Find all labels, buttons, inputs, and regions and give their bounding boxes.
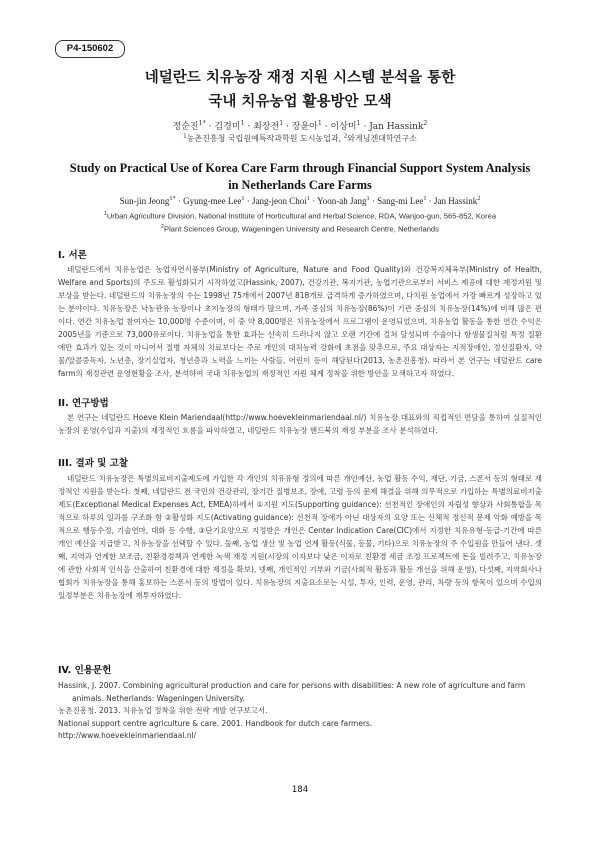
author-en-sup: 1* [169, 195, 176, 202]
section-body-methods: 본 연구는 네덜란드 Hoeve Klein Mariendaal(http://www.hoevekleinmariendaal.nl/) 치유농장 대표와의 직접적인 면담을 통하여 실질적인 농장의 운영(수입과 지출)의 재정적인 흐름을 파악하였고, 네덜란드 치유농장 핸드북의 재정 부분을 조사 분석하였다. [58, 413, 542, 435]
reference-item: http://www.hoevekleinmariendaal.nl/ [58, 731, 197, 740]
affil-en-sup: 2 [161, 223, 165, 230]
author-en: Sun-jin Jeong [119, 196, 170, 206]
author-ko-sup: 1 [317, 120, 322, 127]
author-en: Sang-mi Lee [377, 196, 424, 206]
affil-en-text: Plant Sciences Group, Wageningen University and Research Centre, Netherlands [164, 224, 439, 234]
affil-ko-sup: 2 [343, 133, 348, 140]
korean-authors: 정순진$^{1*}$ · 김경미$^1$ · 최장전$^1$ · 장윤아$^1$ · 이상미$^1$ · Jan Hassink$^2$ [172, 120, 428, 132]
page-number: 184 [291, 785, 309, 795]
korean-affiliations [40, 133, 560, 144]
korean-title [60, 66, 540, 114]
affil-en-sup: 1 [103, 211, 107, 217]
english-authors: Sun-jin Jeong$^{1*}$ · Gyung-mee Lee$^1$ · Jang-jeon Choi$^1$ · Yoon-ah Jang$^1$ · Sang-mi Lee$^1$ · Jan Hassink$^2$ [119, 195, 481, 206]
author-ko: 최장전 [253, 122, 280, 132]
author-ko: Jan Hassink [369, 122, 424, 132]
section-heading-references: IV. 인용문헌 [58, 665, 112, 676]
author-ko-sup: 2 [423, 120, 428, 127]
author-ko: 이상미 [330, 122, 357, 132]
reference-list [58, 680, 542, 743]
author-en-sup: 1 [366, 195, 370, 202]
author-en: Jang-jeon Choi [252, 196, 307, 206]
author-en-sup: 1 [423, 195, 427, 202]
section-heading-introduction: I. 서론 [58, 250, 87, 261]
author-ko-sup: 1 [279, 120, 284, 127]
affil-ko-sup: 1 [183, 133, 187, 140]
author-en-sup: 1 [241, 195, 245, 202]
section-heading-methods: II. 연구방법 [58, 398, 109, 409]
korean-title-line2: 국내 치유농업 활용방안 모색 [208, 93, 392, 110]
author-en-sup: 2 [477, 195, 481, 202]
affil-ko-text: 농촌진흥청 국립원예특작과학원 도시농업과, [186, 134, 342, 143]
author-ko: 정순진 [172, 122, 199, 132]
paper-code-badge: P4-150602 [55, 40, 125, 58]
author-ko: 김경미 [214, 122, 241, 132]
affil-en-text: Urban Agriculture Division, National Institute of Horticultural and Herbal Science, RDA, Wanjoo-gun, 565-852, Korea [106, 211, 497, 221]
section-body-results: 네덜란드 치유농장은 특별의료비지출제도에 가입한 각 개인의 치유유형 정의에 따른 개인예산, 농업 활동 수익, 재단, 기금, 스폰서 등의 형태로 재정적인 지원을 받는다. 첫째, 네덜란드 전 국민의 건강관리, 장기간 질병보조, 장애, 고령 등의 문제 해결을 위해 의무적으로 가입하는 특별의료비지출제도(Exceptional Medical Expenses Act, EMEA)하에서 ①지원 지도(Supporting guidance): 선천적인 장애인의 자립성 향상과 사회통합을 목적으로 하루의 일과를 구조화 함 ②활성화 지도(Activating guidance): 선천적 장애가 아닌 대상자의 요양 또는 신체적 정신적 문제 악화 예방을 목적으로 행동수정, 기술연마, 대화 등 수행, ③단기요양으로 지정받은 개인은 Center Indication Care(CIC)에서 지정한 치유유형-등급-기간에 따른 개인 예산을 지급받고, 치유농장을 선택할 수 있다. 둘째, 농업 생산 및 농업 연계 활동(식물, 동물, 기타)으로 치유농장의 주 수입원을 만들어 낸다. 셋째, 지역과 연계한 보조금, 친환경정책과 연계한 녹색 재정 지원(시장의 이자보다 낮은 이자로 친환경 세금 조정 프로젝트에 돈을 빌려주고, 치유농장에 관한 사회적 인식을 산출하여 친환경에 대한 재정을 확보), 넷째, 개인적인 기부와 기금(사회적 활동과 활동 개선을 위해 운영), 다섯째, 지역회사나 협회가 치유농장을 통해 홍보하는 스폰서 등의 방법이 있다. 치유농장의 지출요소로는 시설, 투자, 인력, 운영, 관리, 차량 등의 항목이 있으며 수입의 일정부분은 치유농장에 재투자하였다. [58, 474, 542, 600]
english-title [50, 160, 550, 194]
author-ko: 장윤아 [291, 122, 318, 132]
english-title-line1: Study on Practical Use of Korea Care Farm through Financial Support System Analysis [69, 161, 531, 175]
affil-en-line [30, 209, 570, 222]
english-title-line2: in Netherlands Care Farms [228, 178, 372, 192]
author-en-sup: 1 [306, 195, 310, 202]
korean-title-line1: 네덜란드 치유농장 재정 지원 시스템 분석을 통한 [144, 69, 456, 86]
author-ko-sup: 1 [356, 120, 361, 127]
reference-item: National support centre agriculture & care. 2001. Handbook for dutch care farmers. [58, 718, 373, 728]
reference-item: Hassink, J. 2007. Combining agricultural production and care for persons with disabilities: A new role of agriculture and farm animals. Netherlands: Wageningen University. [58, 681, 526, 703]
affil-ko-text: 와게닝겐대학연구소 [347, 134, 417, 143]
author-en: Yoon-ah Jang [317, 196, 367, 206]
author-en: Jan Hassink [434, 196, 478, 206]
affil-en-line [30, 222, 570, 235]
section-heading-results: III. 결과 및 고찰 [58, 458, 129, 469]
author-en: Gyung-mee Lee [183, 196, 242, 206]
section-body-introduction: 네덜란드에서 치유농업은 농업자연식품부(Ministry of Agriculture, Nature and Food Quality)와 건강복지체육부(Ministry of Health, Welfare and Sports)의 주도로 활성화되기 시작하였고(Hassink, 2007), 건강기관, 복지기관, 농업기관으로부터 서비스 제공에 대한 재정지원 및 보상을 받는다. 네덜란드의 치유농장의 수는 1998년 75개에서 2007년 818개로 급격하게 증가하였으며, 다치원 농업에서 가장 빠르게 성장하고 있는 분야이다. 치유농장은 낙농관유 농장이나 초지농장의 형태가 많으며, 가족 중심의 치유농장(86%)이 기관 중심의 치유농장(14%)에 비해 많은 편이다. 연간 치유농업 참여자는 10,000명 수준이며, 이 중 약 8,000명은 치유농장에서 프로그램이 운영되었으며, 치유농업 활동을 통한 연간 수익은 2005년을 기준으로 73,000유로이다. 치유농업을 통한 효과는 신속히 드러나지 않고 오랜 기간에 걸쳐 달성되며 수술이나 항생물질처럼 특정 질환에만 효과가 있는 것이 아니어서 질병 자체의 치료보다는 주로 개인의 대처능력 강화에 초점을 맞추므로, 주요 대상자는 지적장애인, 정신질환자, 약물/알콜중독자, 노년층, 장기실업자, 청년층과 노력을 느끼는 사람들, 어린이 등이 해당된다(2013, 농촌진흥청). 따라서 본 연구는 네덜란드 care farm의 재정관련 운영현황을 조사, 분석하여 국내 치유농업의 재정적인 지원 체계 정착을 위한 방안을 모색하고자 하였다. [58, 265, 542, 378]
english-affiliations [30, 209, 570, 234]
author-ko-sup: 1* [198, 120, 206, 127]
reference-item: 농촌진흥청. 2013. 치유농업 정착을 위한 전략 개발 연구보고서. [58, 706, 268, 715]
author-ko-sup: 1 [240, 120, 245, 127]
